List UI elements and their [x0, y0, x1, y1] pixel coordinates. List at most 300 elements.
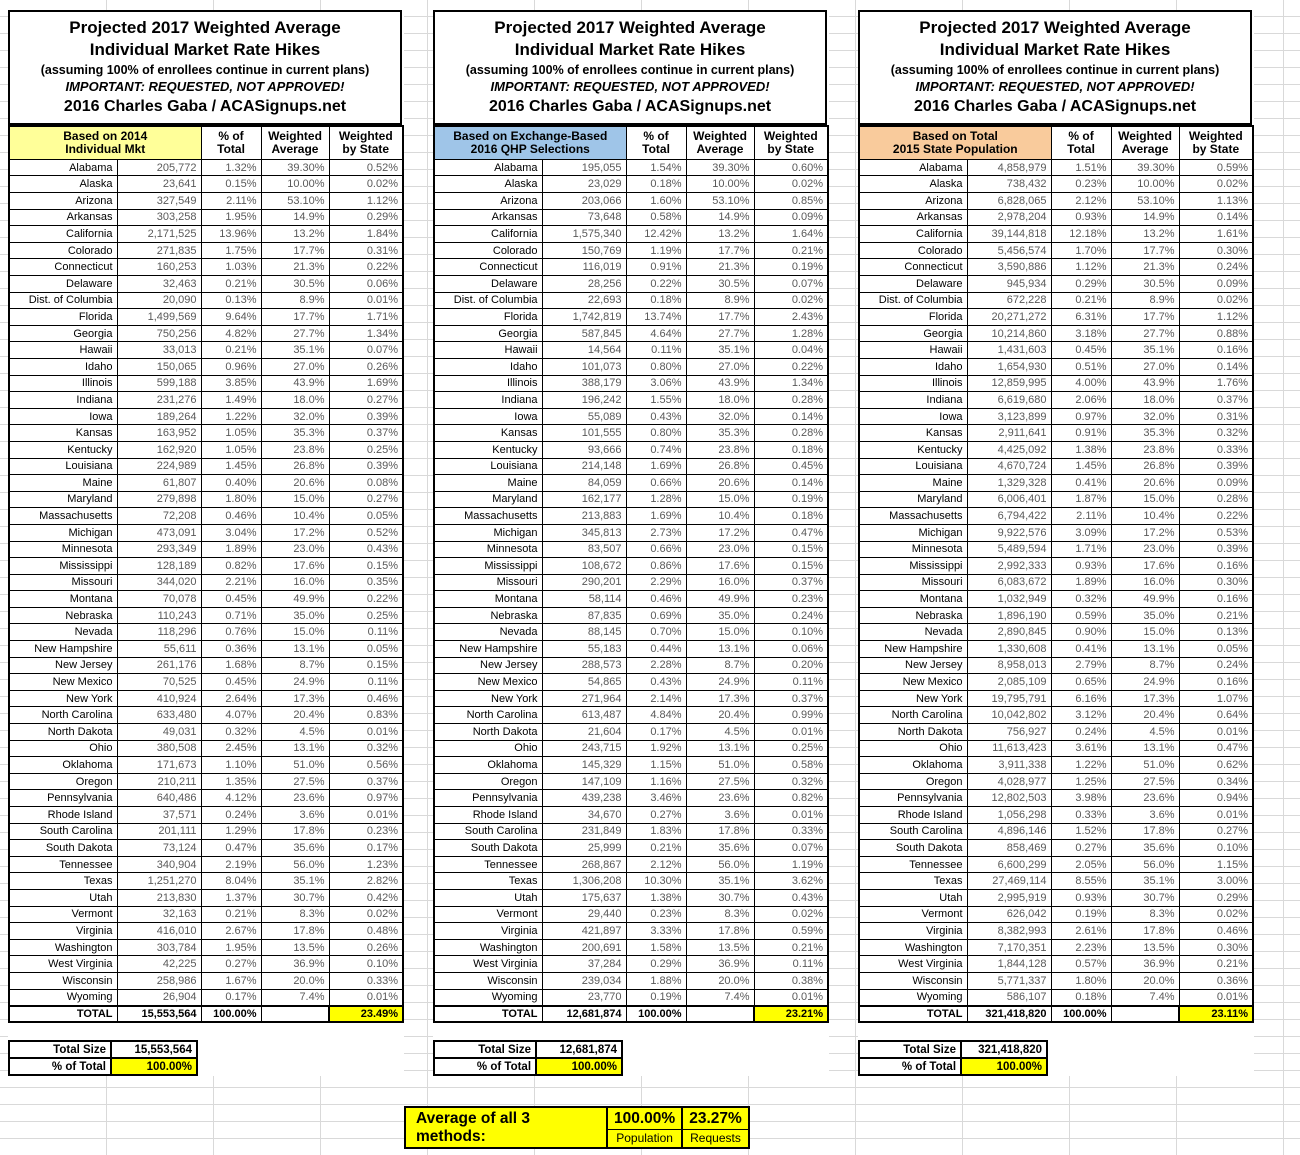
weighted-average-cell[interactable]: 7.4% [686, 989, 754, 1006]
value-cell[interactable]: 2,085,109 [967, 674, 1051, 691]
pct-of-total-cell[interactable]: 0.41% [1051, 475, 1111, 492]
weighted-average-cell[interactable]: 23.8% [686, 441, 754, 458]
value-cell[interactable]: 55,089 [542, 408, 626, 425]
state-cell[interactable]: Rhode Island [434, 807, 542, 824]
weighted-average-cell[interactable]: 27.0% [686, 358, 754, 375]
weighted-average-cell[interactable]: 32.0% [1111, 408, 1179, 425]
weighted-by-state-cell[interactable]: 0.16% [1179, 591, 1253, 608]
pct-of-total-cell[interactable]: 1.10% [201, 757, 261, 774]
state-cell[interactable]: Colorado [434, 242, 542, 259]
pct-of-total-cell[interactable]: 0.22% [626, 276, 686, 293]
state-cell[interactable]: Kentucky [9, 441, 117, 458]
state-cell[interactable]: New Hampshire [434, 641, 542, 658]
weighted-average-cell[interactable]: 3.6% [686, 807, 754, 824]
pct-of-total-label[interactable]: % of Total [859, 1058, 961, 1075]
weighted-by-state-cell[interactable]: 2.82% [329, 873, 403, 890]
value-cell[interactable]: 279,898 [117, 491, 201, 508]
pct-of-total-cell[interactable]: 1.38% [1051, 441, 1111, 458]
weighted-average-cell[interactable]: 17.7% [686, 309, 754, 326]
value-cell[interactable]: 586,107 [967, 989, 1051, 1006]
weighted-average-cell[interactable]: 39.30% [686, 159, 754, 176]
state-cell[interactable]: Virginia [9, 923, 117, 940]
weighted-average-cell[interactable]: 43.9% [261, 375, 329, 392]
weighted-average-cell[interactable]: 27.5% [1111, 773, 1179, 790]
state-cell[interactable]: Michigan [9, 524, 117, 541]
weighted-by-state-cell[interactable]: 1.28% [754, 325, 828, 342]
weighted-by-state-cell[interactable]: 0.27% [329, 491, 403, 508]
weighted-average-cell[interactable]: 56.0% [1111, 856, 1179, 873]
pct-of-total-cell[interactable]: 1.22% [1051, 757, 1111, 774]
pct-of-total-cell[interactable]: 0.24% [201, 807, 261, 824]
weighted-average-cell[interactable]: 35.1% [1111, 342, 1179, 359]
state-cell[interactable]: Oklahoma [9, 757, 117, 774]
weighted-by-state-cell[interactable]: 0.43% [754, 889, 828, 906]
weighted-average-cell[interactable]: 17.3% [261, 690, 329, 707]
state-cell[interactable]: South Carolina [9, 823, 117, 840]
pct-of-total-cell[interactable]: 1.05% [201, 441, 261, 458]
pct-of-total-cell[interactable]: 3.33% [626, 923, 686, 940]
value-cell[interactable]: 345,813 [542, 524, 626, 541]
pct-of-total-cell[interactable]: 0.40% [201, 475, 261, 492]
weighted-by-state-cell[interactable]: 0.52% [329, 524, 403, 541]
weighted-average-cell[interactable]: 17.8% [686, 823, 754, 840]
state-cell[interactable]: Texas [434, 873, 542, 890]
weighted-by-state-cell[interactable]: 1.07% [1179, 690, 1253, 707]
value-cell[interactable]: 110,243 [117, 607, 201, 624]
weighted-average-cell[interactable]: 32.0% [261, 408, 329, 425]
state-cell[interactable]: Maine [434, 475, 542, 492]
total-avg-blank[interactable] [261, 1006, 329, 1023]
state-cell[interactable]: New Mexico [434, 674, 542, 691]
weighted-average-cell[interactable]: 27.7% [686, 325, 754, 342]
pct-of-total-cell[interactable]: 0.32% [1051, 591, 1111, 608]
weighted-average-cell[interactable]: 23.8% [261, 441, 329, 458]
weighted-average-cell[interactable]: 26.8% [1111, 458, 1179, 475]
weighted-average-cell[interactable]: 53.10% [686, 193, 754, 210]
weighted-average-cell[interactable]: 15.0% [1111, 624, 1179, 641]
weighted-by-state-cell[interactable]: 0.94% [1179, 790, 1253, 807]
value-cell[interactable]: 738,432 [967, 176, 1051, 193]
value-cell[interactable]: 42,225 [117, 956, 201, 973]
pct-of-total-cell[interactable]: 3.98% [1051, 790, 1111, 807]
population-average-value[interactable]: 100.00% [608, 1108, 681, 1130]
pct-of-total-cell[interactable]: 1.71% [1051, 541, 1111, 558]
pct-of-total-cell[interactable]: 0.51% [1051, 358, 1111, 375]
value-cell[interactable]: 32,163 [117, 906, 201, 923]
value-cell[interactable]: 54,865 [542, 674, 626, 691]
weighted-average-cell[interactable]: 16.0% [261, 574, 329, 591]
weighted-average-cell[interactable]: 17.6% [686, 558, 754, 575]
weighted-average-header[interactable]: Weighted Average [1111, 126, 1179, 159]
requests-average-label[interactable]: Requests [690, 1131, 741, 1145]
pct-of-total-cell[interactable]: 1.95% [201, 939, 261, 956]
pct-of-total-cell[interactable]: 0.43% [626, 674, 686, 691]
value-cell[interactable]: 1,654,930 [967, 358, 1051, 375]
pct-of-total-label[interactable]: % of Total [434, 1058, 536, 1075]
value-cell[interactable]: 6,600,299 [967, 856, 1051, 873]
state-cell[interactable]: South Carolina [859, 823, 967, 840]
pct-of-total-cell[interactable]: 1.38% [626, 889, 686, 906]
pct-of-total-cell[interactable]: 1.19% [626, 242, 686, 259]
state-cell[interactable]: Massachusetts [9, 508, 117, 525]
pct-of-total-cell[interactable]: 0.70% [626, 624, 686, 641]
state-cell[interactable]: Pennsylvania [859, 790, 967, 807]
weighted-by-state-cell[interactable]: 0.01% [1179, 989, 1253, 1006]
weighted-by-state-cell[interactable]: 0.39% [329, 458, 403, 475]
pct-of-total-cell[interactable]: 2.73% [626, 524, 686, 541]
state-cell[interactable]: Wisconsin [434, 972, 542, 989]
pct-of-total-cell[interactable]: 0.18% [1051, 989, 1111, 1006]
weighted-average-cell[interactable]: 10.00% [261, 176, 329, 193]
weighted-by-state-cell[interactable]: 0.01% [1179, 807, 1253, 824]
value-cell[interactable]: 34,670 [542, 807, 626, 824]
weighted-average-cell[interactable]: 17.3% [686, 690, 754, 707]
value-cell[interactable]: 271,835 [117, 242, 201, 259]
pct-of-total-cell[interactable]: 6.16% [1051, 690, 1111, 707]
weighted-by-state-cell[interactable]: 0.33% [329, 972, 403, 989]
value-cell[interactable]: 147,109 [542, 773, 626, 790]
weighted-average-cell[interactable]: 13.2% [261, 226, 329, 243]
weighted-by-state-cell[interactable]: 1.12% [1179, 309, 1253, 326]
state-cell[interactable]: New York [434, 690, 542, 707]
weighted-by-state-cell[interactable]: 0.02% [1179, 176, 1253, 193]
pct-of-total-cell[interactable]: 2.19% [201, 856, 261, 873]
value-cell[interactable]: 37,571 [117, 807, 201, 824]
value-cell[interactable]: 231,849 [542, 823, 626, 840]
value-cell[interactable]: 243,715 [542, 740, 626, 757]
state-cell[interactable]: Texas [859, 873, 967, 890]
pct-of-total-cell[interactable]: 1.60% [626, 193, 686, 210]
value-cell[interactable]: 231,276 [117, 392, 201, 409]
pct-of-total-cell[interactable]: 0.66% [626, 475, 686, 492]
weighted-by-state-cell[interactable]: 0.06% [754, 641, 828, 658]
value-cell[interactable]: 72,208 [117, 508, 201, 525]
state-cell[interactable]: Oregon [9, 773, 117, 790]
weighted-by-state-cell[interactable]: 0.46% [329, 690, 403, 707]
value-cell[interactable]: 70,078 [117, 591, 201, 608]
weighted-average-cell[interactable]: 49.9% [686, 591, 754, 608]
weighted-average-cell[interactable]: 27.5% [686, 773, 754, 790]
pct-of-total-cell[interactable]: 4.64% [626, 325, 686, 342]
state-cell[interactable]: Alabama [434, 159, 542, 176]
state-cell[interactable]: Georgia [9, 325, 117, 342]
pct-of-total-cell[interactable]: 0.27% [201, 956, 261, 973]
weighted-by-state-cell[interactable]: 0.09% [754, 209, 828, 226]
state-cell[interactable]: South Dakota [434, 840, 542, 857]
weighted-average-cell[interactable]: 8.3% [686, 906, 754, 923]
pct-of-total-cell[interactable]: 1.70% [1051, 242, 1111, 259]
population-average-label[interactable]: Population [616, 1131, 673, 1145]
weighted-by-state-cell[interactable]: 0.45% [754, 458, 828, 475]
pct-of-total-cell[interactable]: 2.06% [1051, 392, 1111, 409]
pct-of-total-cell[interactable]: 1.28% [626, 491, 686, 508]
weighted-by-state-cell[interactable]: 0.14% [1179, 209, 1253, 226]
pct-of-total-cell[interactable]: 1.75% [201, 242, 261, 259]
pct-of-total-cell[interactable]: 0.32% [201, 724, 261, 741]
weighted-by-state-cell[interactable]: 0.16% [1179, 342, 1253, 359]
weighted-average-cell[interactable]: 10.4% [686, 508, 754, 525]
weighted-average-cell[interactable]: 21.3% [261, 259, 329, 276]
state-cell[interactable]: Louisiana [859, 458, 967, 475]
value-cell[interactable]: 1,330,608 [967, 641, 1051, 658]
total-size-value[interactable]: 12,681,874 [536, 1041, 622, 1058]
value-cell[interactable]: 93,666 [542, 441, 626, 458]
value-cell[interactable]: 290,201 [542, 574, 626, 591]
state-cell[interactable]: Oklahoma [859, 757, 967, 774]
pct-of-total-cell[interactable]: 0.45% [1051, 342, 1111, 359]
pct-of-total-cell[interactable]: 1.83% [626, 823, 686, 840]
weighted-average-cell[interactable]: 17.2% [686, 524, 754, 541]
pct-of-total-cell[interactable]: 0.41% [1051, 641, 1111, 658]
pct-of-total-cell[interactable]: 0.21% [201, 906, 261, 923]
weighted-by-state-cell[interactable]: 0.02% [754, 176, 828, 193]
weighted-by-state-cell[interactable]: 0.16% [1179, 674, 1253, 691]
weighted-average-cell[interactable]: 13.1% [686, 641, 754, 658]
value-cell[interactable]: 268,867 [542, 856, 626, 873]
weighted-average-cell[interactable]: 35.3% [261, 425, 329, 442]
pct-of-total-cell[interactable]: 2.21% [201, 574, 261, 591]
weighted-by-state-cell[interactable]: 1.71% [329, 309, 403, 326]
state-cell[interactable]: Wisconsin [859, 972, 967, 989]
weighted-by-state-cell[interactable]: 0.30% [1179, 242, 1253, 259]
weighted-average-cell[interactable]: 17.7% [261, 242, 329, 259]
weighted-by-state-cell[interactable]: 0.39% [1179, 541, 1253, 558]
pct-of-total-cell[interactable]: 1.16% [626, 773, 686, 790]
value-cell[interactable]: 2,911,641 [967, 425, 1051, 442]
total-size-value[interactable]: 15,553,564 [111, 1041, 197, 1058]
pct-of-total-cell[interactable]: 2.45% [201, 740, 261, 757]
value-cell[interactable]: 293,349 [117, 541, 201, 558]
total-weighted-result[interactable]: 23.11% [1179, 1006, 1253, 1023]
pct-of-total-cell[interactable]: 2.64% [201, 690, 261, 707]
weighted-by-state-cell[interactable]: 0.25% [754, 740, 828, 757]
pct-of-total-cell[interactable]: 4.00% [1051, 375, 1111, 392]
state-cell[interactable]: New York [859, 690, 967, 707]
weighted-average-cell[interactable]: 8.7% [686, 657, 754, 674]
weighted-average-cell[interactable]: 13.5% [686, 939, 754, 956]
state-cell[interactable]: Oregon [434, 773, 542, 790]
state-cell[interactable]: Rhode Island [9, 807, 117, 824]
pct-of-total-cell[interactable]: 0.90% [1051, 624, 1111, 641]
state-cell[interactable]: Ohio [859, 740, 967, 757]
pct-of-total-cell[interactable]: 3.06% [626, 375, 686, 392]
weighted-average-cell[interactable]: 35.3% [1111, 425, 1179, 442]
weighted-by-state-cell[interactable]: 0.14% [754, 408, 828, 425]
weighted-by-state-cell[interactable]: 0.01% [329, 807, 403, 824]
value-cell[interactable]: 4,896,146 [967, 823, 1051, 840]
weighted-by-state-cell[interactable]: 0.32% [329, 740, 403, 757]
weighted-average-cell[interactable]: 35.3% [686, 425, 754, 442]
weighted-average-cell[interactable]: 23.8% [1111, 441, 1179, 458]
weighted-by-state-cell[interactable]: 0.14% [1179, 358, 1253, 375]
weighted-by-state-cell[interactable]: 1.64% [754, 226, 828, 243]
pct-of-total-cell[interactable]: 1.69% [626, 458, 686, 475]
pct-of-total-cell[interactable]: 2.11% [1051, 508, 1111, 525]
value-cell[interactable]: 344,020 [117, 574, 201, 591]
weighted-by-state-cell[interactable]: 0.14% [754, 475, 828, 492]
weighted-average-cell[interactable]: 17.8% [686, 923, 754, 940]
state-cell[interactable]: Montana [9, 591, 117, 608]
weighted-average-cell[interactable]: 30.5% [1111, 276, 1179, 293]
state-cell[interactable]: Iowa [9, 408, 117, 425]
state-cell[interactable]: Mississippi [859, 558, 967, 575]
value-cell[interactable]: 6,006,401 [967, 491, 1051, 508]
total-pct[interactable]: 100.00% [201, 1006, 261, 1023]
weighted-by-state-cell[interactable]: 1.23% [329, 856, 403, 873]
state-cell[interactable]: Arkansas [434, 209, 542, 226]
weighted-average-cell[interactable]: 13.5% [261, 939, 329, 956]
state-cell[interactable]: Nevada [859, 624, 967, 641]
value-cell[interactable]: 945,934 [967, 276, 1051, 293]
weighted-average-cell[interactable]: 14.9% [686, 209, 754, 226]
pct-of-total-cell[interactable]: 4.07% [201, 707, 261, 724]
state-cell[interactable]: West Virginia [859, 956, 967, 973]
weighted-by-state-cell[interactable]: 0.23% [329, 823, 403, 840]
weighted-by-state-cell[interactable]: 1.76% [1179, 375, 1253, 392]
pct-of-total-cell[interactable]: 0.80% [626, 358, 686, 375]
pct-of-total-cell[interactable]: 0.76% [201, 624, 261, 641]
weighted-average-cell[interactable]: 17.7% [1111, 242, 1179, 259]
weighted-by-state-cell[interactable]: 0.15% [329, 558, 403, 575]
value-cell[interactable]: 196,242 [542, 392, 626, 409]
weighted-by-state-cell[interactable]: 1.13% [1179, 193, 1253, 210]
total-weighted-result[interactable]: 23.49% [329, 1006, 403, 1023]
state-cell[interactable]: North Carolina [434, 707, 542, 724]
value-cell[interactable]: 613,487 [542, 707, 626, 724]
state-cell[interactable]: Mississippi [9, 558, 117, 575]
value-cell[interactable]: 55,183 [542, 641, 626, 658]
weighted-average-cell[interactable]: 17.7% [686, 242, 754, 259]
pct-of-total-cell[interactable]: 0.45% [201, 674, 261, 691]
weighted-average-cell[interactable]: 15.0% [686, 491, 754, 508]
weighted-by-state-cell[interactable]: 0.31% [1179, 408, 1253, 425]
pct-of-total-cell[interactable]: 3.04% [201, 524, 261, 541]
weighted-average-cell[interactable]: 4.5% [686, 724, 754, 741]
weighted-by-state-cell[interactable]: 0.02% [754, 906, 828, 923]
average-methods-label[interactable]: Average of all 3 methods: [416, 1109, 531, 1145]
value-cell[interactable]: 640,486 [117, 790, 201, 807]
value-cell[interactable]: 27,469,114 [967, 873, 1051, 890]
pct-of-total-cell[interactable]: 2.29% [626, 574, 686, 591]
pct-of-total-cell[interactable]: 0.66% [626, 541, 686, 558]
pct-of-total-cell[interactable]: 1.58% [626, 939, 686, 956]
weighted-by-state-cell[interactable]: 1.69% [329, 375, 403, 392]
value-cell[interactable]: 10,042,802 [967, 707, 1051, 724]
state-cell[interactable]: New Mexico [9, 674, 117, 691]
state-cell[interactable]: Oklahoma [434, 757, 542, 774]
weighted-by-state-cell[interactable]: 0.10% [1179, 840, 1253, 857]
weighted-average-cell[interactable]: 20.0% [686, 972, 754, 989]
weighted-average-cell[interactable]: 15.0% [261, 491, 329, 508]
state-cell[interactable]: Alabama [9, 159, 117, 176]
weighted-average-cell[interactable]: 17.7% [1111, 309, 1179, 326]
pct-of-total-cell[interactable]: 1.80% [1051, 972, 1111, 989]
pct-of-total-cell[interactable]: 1.80% [201, 491, 261, 508]
value-cell[interactable]: 750,256 [117, 325, 201, 342]
weighted-by-state-header[interactable]: Weighted by State [329, 126, 403, 159]
value-cell[interactable]: 6,828,065 [967, 193, 1051, 210]
state-cell[interactable]: Georgia [434, 325, 542, 342]
weighted-average-cell[interactable]: 13.1% [686, 740, 754, 757]
value-cell[interactable]: 421,897 [542, 923, 626, 940]
weighted-by-state-cell[interactable]: 0.36% [1179, 972, 1253, 989]
weighted-average-cell[interactable]: 36.9% [686, 956, 754, 973]
weighted-by-state-cell[interactable]: 1.34% [754, 375, 828, 392]
state-cell[interactable]: Rhode Island [859, 807, 967, 824]
state-cell[interactable]: Connecticut [9, 259, 117, 276]
total-pct[interactable]: 100.00% [626, 1006, 686, 1023]
value-cell[interactable]: 21,604 [542, 724, 626, 741]
state-cell[interactable]: Pennsylvania [434, 790, 542, 807]
state-cell[interactable]: Dist. of Columbia [434, 292, 542, 309]
weighted-average-cell[interactable]: 49.9% [261, 591, 329, 608]
value-cell[interactable]: 33,013 [117, 342, 201, 359]
total-avg-blank[interactable] [1111, 1006, 1179, 1023]
weighted-average-cell[interactable]: 39.30% [1111, 159, 1179, 176]
value-cell[interactable]: 88,145 [542, 624, 626, 641]
state-cell[interactable]: Nebraska [859, 607, 967, 624]
value-cell[interactable]: 28,256 [542, 276, 626, 293]
weighted-by-state-cell[interactable]: 0.15% [329, 657, 403, 674]
weighted-by-state-cell[interactable]: 0.07% [754, 840, 828, 857]
weighted-average-cell[interactable]: 17.6% [1111, 558, 1179, 575]
value-cell[interactable]: 49,031 [117, 724, 201, 741]
pct-of-total-cell[interactable]: 2.05% [1051, 856, 1111, 873]
weighted-by-state-cell[interactable]: 0.01% [329, 724, 403, 741]
weighted-by-state-cell[interactable]: 0.02% [754, 292, 828, 309]
weighted-average-cell[interactable]: 27.5% [261, 773, 329, 790]
pct-of-total-cell[interactable]: 2.79% [1051, 657, 1111, 674]
value-cell[interactable]: 214,148 [542, 458, 626, 475]
weighted-average-cell[interactable]: 27.7% [261, 325, 329, 342]
weighted-average-cell[interactable]: 15.0% [686, 624, 754, 641]
weighted-by-state-cell[interactable]: 0.48% [329, 923, 403, 940]
weighted-by-state-cell[interactable]: 0.99% [754, 707, 828, 724]
state-cell[interactable]: Minnesota [9, 541, 117, 558]
state-cell[interactable]: Florida [9, 309, 117, 326]
weighted-by-state-cell[interactable]: 0.05% [329, 641, 403, 658]
weighted-by-state-cell[interactable]: 0.16% [1179, 558, 1253, 575]
weighted-average-cell[interactable]: 23.0% [261, 541, 329, 558]
value-cell[interactable]: 6,619,680 [967, 392, 1051, 409]
state-cell[interactable]: Nebraska [434, 607, 542, 624]
pct-of-total-cell[interactable]: 0.15% [201, 176, 261, 193]
weighted-by-state-cell[interactable]: 1.34% [329, 325, 403, 342]
state-cell[interactable]: Indiana [9, 392, 117, 409]
state-cell[interactable]: Indiana [859, 392, 967, 409]
pct-of-total-cell[interactable]: 1.37% [201, 889, 261, 906]
pct-of-total-cell[interactable]: 3.85% [201, 375, 261, 392]
value-cell[interactable]: 203,066 [542, 193, 626, 210]
weighted-by-state-cell[interactable]: 0.04% [754, 342, 828, 359]
state-cell[interactable]: Kansas [434, 425, 542, 442]
weighted-average-cell[interactable]: 36.9% [261, 956, 329, 973]
pct-of-total-cell[interactable]: 0.57% [1051, 956, 1111, 973]
weighted-average-cell[interactable]: 14.9% [1111, 209, 1179, 226]
weighted-by-state-cell[interactable]: 0.83% [329, 707, 403, 724]
weighted-by-state-cell[interactable]: 0.37% [754, 574, 828, 591]
pct-of-total-cell[interactable]: 0.71% [201, 607, 261, 624]
pct-of-total-cell[interactable]: 1.68% [201, 657, 261, 674]
value-cell[interactable]: 200,691 [542, 939, 626, 956]
weighted-by-state-cell[interactable]: 0.59% [754, 923, 828, 940]
weighted-by-state-cell[interactable]: 0.02% [329, 906, 403, 923]
weighted-by-state-cell[interactable]: 0.11% [754, 956, 828, 973]
pct-of-total-cell[interactable]: 1.15% [626, 757, 686, 774]
state-cell[interactable]: Illinois [434, 375, 542, 392]
weighted-by-state-cell[interactable]: 1.12% [329, 193, 403, 210]
weighted-by-state-cell[interactable]: 0.56% [329, 757, 403, 774]
